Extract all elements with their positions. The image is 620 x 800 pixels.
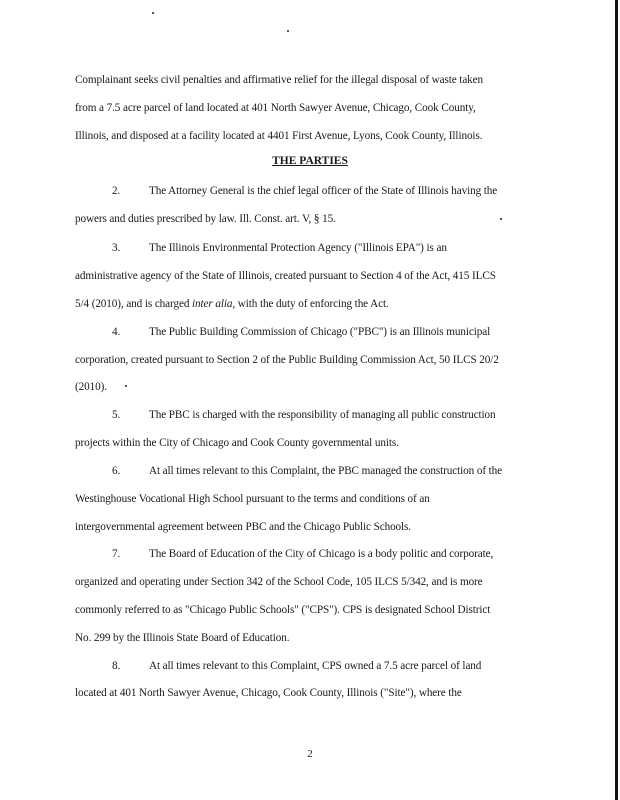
paragraph-number: 6. [112, 465, 121, 477]
paragraph-4-line: corporation, created pursuant to Section 2 of the Public Building Commission Act, 50 ILCS 20/2 [75, 354, 499, 366]
paragraph-number: 4. [112, 326, 121, 338]
paragraph-7-line [75, 547, 493, 561]
paragraph-3-line: administrative agency of the State of Illinois, created pursuant to Section 4 of the Act, 415 ILCS [75, 270, 496, 282]
paragraph-text: The Attorney General is the chief legal officer of the State of Illinois having the [149, 185, 498, 197]
paragraph-2-line: powers and duties prescribed by law. Ill. Const. art. V, § 15. [75, 213, 336, 225]
paragraph-6-line: Westinghouse Vocational High School pursuant to the terms and conditions of an [75, 493, 430, 505]
paragraph-3-line [75, 297, 389, 311]
page-number: 2 [307, 748, 313, 760]
paragraph-7-line: commonly referred to as "Chicago Public Schools" ("CPS"). CPS is designated School District [75, 604, 491, 616]
latin-term: inter alia [192, 298, 233, 310]
paragraph-4-line: (2010). [75, 381, 107, 393]
paragraph-5-line [75, 408, 496, 422]
paragraph-7-line: organized and operating under Section 342 of the School Code, 105 ILCS 5/342, and is more [75, 576, 483, 588]
intro-line: Complainant seeks civil penalties and affirmative relief for the illegal disposal of waste taken [75, 74, 484, 86]
scan-speck [125, 385, 127, 387]
paragraph-7-line: No. 299 by the Illinois State Board of Education. [75, 632, 290, 644]
paragraph-4-line [75, 325, 490, 339]
paragraph-3-line [75, 241, 447, 255]
paragraph-number: 7. [112, 548, 121, 560]
paragraph-2-line [75, 184, 497, 198]
paragraph-number: 5. [112, 409, 121, 421]
paragraph-8-line: located at 401 North Sawyer Avenue, Chicago, Cook County, Illinois ("Site"), where the [75, 687, 462, 699]
paragraph-number: 3. [112, 242, 121, 254]
paragraph-6-line [75, 464, 502, 478]
scan-speck [500, 218, 502, 220]
intro-line: from a 7.5 acre parcel of land located at 401 North Sawyer Avenue, Chicago, Cook County, [75, 102, 476, 114]
paragraph-text: 5/4 (2010), and is charged [75, 298, 193, 310]
paragraph-5-line: projects within the City of Chicago and Cook County governmental units. [75, 437, 399, 449]
paragraph-text: At all times relevant to this Complaint, the PBC managed the construction of the [149, 465, 503, 477]
paragraph-6-line: intergovernmental agreement between PBC and the Chicago Public Schools. [75, 521, 412, 533]
intro-line: Illinois, and disposed at a facility located at 4401 First Avenue, Lyons, Cook County, Illinois. [75, 130, 483, 142]
paragraph-8-line [75, 659, 481, 673]
scan-speck [287, 30, 289, 32]
paragraph-text: The Board of Education of the City of Chicago is a body politic and corporate, [149, 548, 494, 560]
paragraph-number: 2. [112, 185, 121, 197]
paragraph-text: , with the duty of enforcing the Act. [232, 298, 389, 310]
paragraph-text: At all times relevant to this Complaint, CPS owned a 7.5 acre parcel of land [149, 660, 482, 672]
paragraph-text: The PBC is charged with the responsibility of managing all public construction [149, 409, 496, 421]
paragraph-text: The Public Building Commission of Chicago ("PBC") is an Illinois municipal [149, 326, 491, 338]
section-heading: THE PARTIES [272, 155, 348, 167]
paragraph-number: 8. [112, 660, 121, 672]
paragraph-text: The Illinois Environmental Protection Agency ("Illinois EPA") is an [149, 242, 447, 254]
scan-speck [152, 12, 154, 14]
scan-edge-line [615, 0, 618, 800]
